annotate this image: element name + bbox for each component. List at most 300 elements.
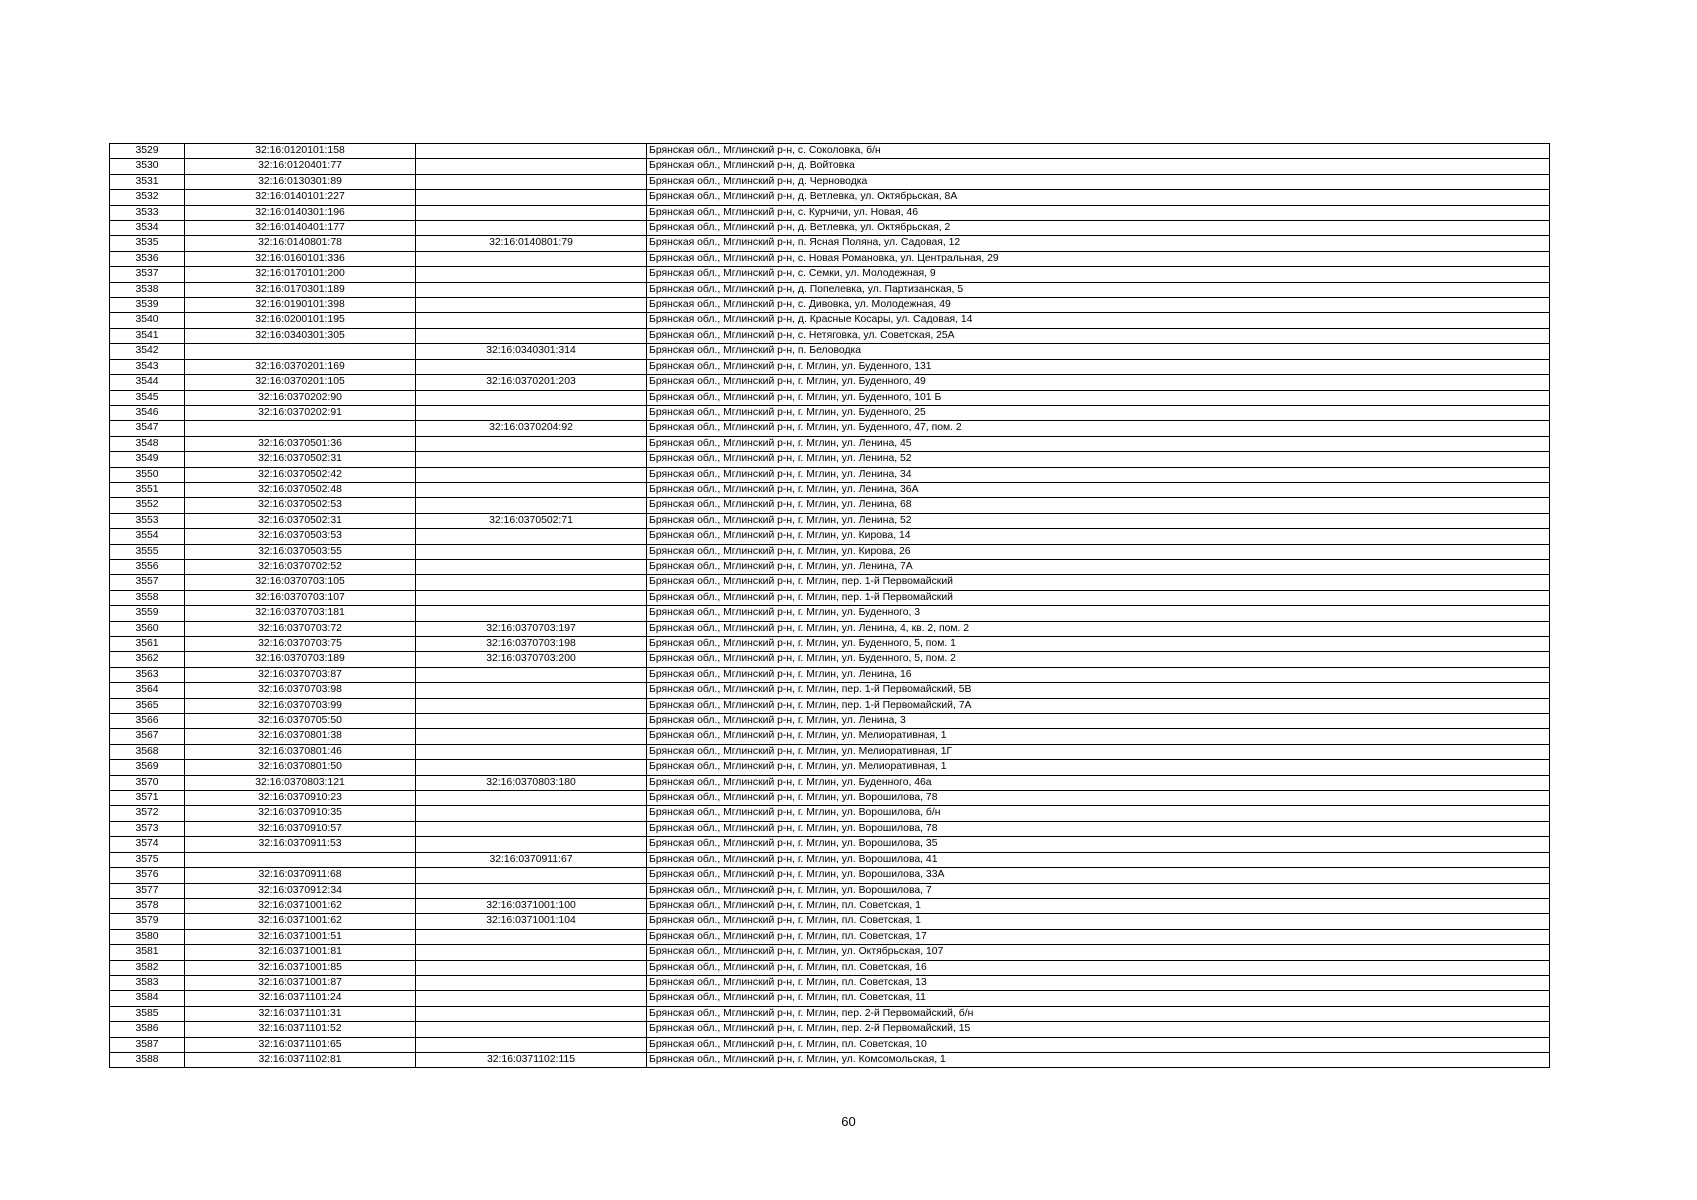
table-row (110, 914, 1550, 929)
object-number-cell (416, 452, 647, 467)
object-number-cell (416, 991, 647, 1006)
cadastral-number-cell: 32:16:0140301:196 (185, 205, 416, 220)
row-number-cell: 3532 (110, 190, 185, 205)
table-row (110, 174, 1550, 189)
object-number-cell (416, 282, 647, 297)
address-cell: Брянская обл., Мглинский р-н, г. Мглин, ул. Ленина, 36А (647, 482, 1550, 497)
object-number-cell (416, 975, 647, 990)
table-row (110, 467, 1550, 482)
cadastral-number-cell: 32:16:0370801:38 (185, 729, 416, 744)
cadastral-number-cell: 32:16:0130301:89 (185, 174, 416, 189)
cadastral-number-cell: 32:16:0160101:336 (185, 251, 416, 266)
row-number-cell: 3570 (110, 775, 185, 790)
address-cell: Брянская обл., Мглинский р-н, г. Мглин, ул. Ворошилова, 35 (647, 837, 1550, 852)
object-number-cell: 32:16:0370703:197 (416, 621, 647, 636)
object-number-cell: 32:16:0371001:100 (416, 898, 647, 913)
row-number-cell: 3565 (110, 698, 185, 713)
object-number-cell (416, 760, 647, 775)
object-number-cell (416, 405, 647, 420)
cadastral-number-cell: 32:16:0371101:31 (185, 1006, 416, 1021)
object-number-cell: 32:16:0370201:203 (416, 375, 647, 390)
cadastral-number-cell: 32:16:0370501:36 (185, 436, 416, 451)
table-row (110, 590, 1550, 605)
row-number-cell: 3533 (110, 205, 185, 220)
address-cell: Брянская обл., Мглинский р-н, г. Мглин, ул. Мелиоративная, 1 (647, 760, 1550, 775)
table-row (110, 375, 1550, 390)
address-cell: Брянская обл., Мглинский р-н, п. Ясная Поляна, ул. Садовая, 12 (647, 236, 1550, 251)
table-row (110, 575, 1550, 590)
address-cell: Брянская обл., Мглинский р-н, с. Семки, ул. Молодежная, 9 (647, 267, 1550, 282)
row-number-cell: 3583 (110, 975, 185, 990)
cadastral-number-cell: 32:16:0370703:72 (185, 621, 416, 636)
object-number-cell (416, 482, 647, 497)
table-row (110, 236, 1550, 251)
table-row (110, 714, 1550, 729)
table-row (110, 606, 1550, 621)
row-number-cell: 3540 (110, 313, 185, 328)
row-number-cell: 3573 (110, 821, 185, 836)
table-row (110, 667, 1550, 682)
address-cell: Брянская обл., Мглинский р-н, д. Ветлевка, ул. Октябрьская, 8А (647, 190, 1550, 205)
table-row (110, 482, 1550, 497)
object-number-cell (416, 529, 647, 544)
row-number-cell: 3562 (110, 652, 185, 667)
row-number-cell: 3580 (110, 929, 185, 944)
address-cell: Брянская обл., Мглинский р-н, с. Новая Романовка, ул. Центральная, 29 (647, 251, 1550, 266)
table-row (110, 621, 1550, 636)
cadastral-number-cell: 32:16:0340301:305 (185, 328, 416, 343)
address-cell: Брянская обл., Мглинский р-н, г. Мглин, ул. Ворошилова, б/н (647, 806, 1550, 821)
table-row (110, 405, 1550, 420)
cadastral-number-cell: 32:16:0140401:177 (185, 221, 416, 236)
cadastral-number-cell: 32:16:0371001:51 (185, 929, 416, 944)
address-cell: Брянская обл., Мглинский р-н, г. Мглин, ул. Ленина, 34 (647, 467, 1550, 482)
table-row (110, 698, 1550, 713)
row-number-cell: 3584 (110, 991, 185, 1006)
object-number-cell: 32:16:0371001:104 (416, 914, 647, 929)
address-cell: Брянская обл., Мглинский р-н, г. Мглин, ул. Комсомольская, 1 (647, 1052, 1550, 1067)
cadastral-number-cell: 32:16:0370911:53 (185, 837, 416, 852)
address-cell: Брянская обл., Мглинский р-н, г. Мглин, ул. Ленина, 3 (647, 714, 1550, 729)
object-number-cell: 32:16:0370911:67 (416, 852, 647, 867)
address-cell: Брянская обл., Мглинский р-н, г. Мглин, ул. Кирова, 14 (647, 529, 1550, 544)
object-number-cell (416, 328, 647, 343)
row-number-cell: 3544 (110, 375, 185, 390)
row-number-cell: 3567 (110, 729, 185, 744)
row-number-cell: 3539 (110, 298, 185, 313)
table-row (110, 205, 1550, 220)
address-cell: Брянская обл., Мглинский р-н, г. Мглин, ул. Ленина, 7А (647, 559, 1550, 574)
cadastral-number-cell: 32:16:0370702:52 (185, 559, 416, 574)
address-cell: Брянская обл., Мглинский р-н, г. Мглин, пл. Советская, 1 (647, 914, 1550, 929)
table-row (110, 791, 1550, 806)
cadastral-number-cell: 32:16:0371001:62 (185, 914, 416, 929)
table-row (110, 821, 1550, 836)
row-number-cell: 3581 (110, 945, 185, 960)
table-row (110, 1006, 1550, 1021)
object-number-cell (416, 390, 647, 405)
row-number-cell: 3547 (110, 421, 185, 436)
cadastral-number-cell (185, 852, 416, 867)
object-number-cell (416, 729, 647, 744)
table-row (110, 1052, 1550, 1067)
object-number-cell (416, 467, 647, 482)
object-number-cell (416, 883, 647, 898)
row-number-cell: 3545 (110, 390, 185, 405)
cadastral-number-cell: 32:16:0370201:105 (185, 375, 416, 390)
row-number-cell: 3537 (110, 267, 185, 282)
cadastral-number-cell: 32:16:0170301:189 (185, 282, 416, 297)
object-number-cell (416, 683, 647, 698)
table-row (110, 559, 1550, 574)
address-cell: Брянская обл., Мглинский р-н, г. Мглин, ул. Ленина, 45 (647, 436, 1550, 451)
table-row (110, 744, 1550, 759)
row-number-cell: 3529 (110, 144, 185, 159)
cadastral-number-cell: 32:16:0371101:65 (185, 1037, 416, 1052)
address-cell: Брянская обл., Мглинский р-н, г. Мглин, ул. Ворошилова, 33А (647, 868, 1550, 883)
row-number-cell: 3578 (110, 898, 185, 913)
object-number-cell (416, 791, 647, 806)
address-cell: Брянская обл., Мглинский р-н, д. Попелевка, ул. Партизанская, 5 (647, 282, 1550, 297)
object-number-cell (416, 667, 647, 682)
cadastral-number-cell: 32:16:0370803:121 (185, 775, 416, 790)
address-cell: Брянская обл., Мглинский р-н, с. Курчичи, ул. Новая, 46 (647, 205, 1550, 220)
table-row (110, 498, 1550, 513)
row-number-cell: 3559 (110, 606, 185, 621)
address-cell: Брянская обл., Мглинский р-н, г. Мглин, ул. Буденного, 5, пом. 1 (647, 637, 1550, 652)
table-row (110, 436, 1550, 451)
object-number-cell: 32:16:0371102:115 (416, 1052, 647, 1067)
cadastral-number-cell: 32:16:0371001:62 (185, 898, 416, 913)
object-number-cell (416, 221, 647, 236)
table-row (110, 898, 1550, 913)
object-number-cell: 32:16:0370204:92 (416, 421, 647, 436)
row-number-cell: 3587 (110, 1037, 185, 1052)
object-number-cell: 32:16:0370803:180 (416, 775, 647, 790)
table-row (110, 883, 1550, 898)
cadastral-number-cell: 32:16:0371001:81 (185, 945, 416, 960)
object-number-cell (416, 575, 647, 590)
object-number-cell: 32:16:0140801:79 (416, 236, 647, 251)
address-cell: Брянская обл., Мглинский р-н, с. Соколовка, б/н (647, 144, 1550, 159)
table-row (110, 313, 1550, 328)
row-number-cell: 3561 (110, 637, 185, 652)
cadastral-number-cell: 32:16:0370703:87 (185, 667, 416, 682)
row-number-cell: 3549 (110, 452, 185, 467)
address-cell: Брянская обл., Мглинский р-н, г. Мглин, пер. 1-й Первомайский, 7А (647, 698, 1550, 713)
table-row (110, 282, 1550, 297)
table-row (110, 991, 1550, 1006)
address-cell: Брянская обл., Мглинский р-н, г. Мглин, ул. Кирова, 26 (647, 544, 1550, 559)
cadastral-number-cell: 32:16:0370503:53 (185, 529, 416, 544)
address-cell: Брянская обл., Мглинский р-н, д. Войтовка (647, 159, 1550, 174)
cadastral-number-cell: 32:16:0370703:105 (185, 575, 416, 590)
address-cell: Брянская обл., Мглинский р-н, г. Мглин, ул. Буденного, 49 (647, 375, 1550, 390)
cadastral-number-cell: 32:16:0371001:85 (185, 960, 416, 975)
address-cell: Брянская обл., Мглинский р-н, г. Мглин, ул. Ленина, 16 (647, 667, 1550, 682)
cadastral-number-cell: 32:16:0120401:77 (185, 159, 416, 174)
row-number-cell: 3546 (110, 405, 185, 420)
row-number-cell: 3577 (110, 883, 185, 898)
row-number-cell: 3531 (110, 174, 185, 189)
address-cell: Брянская обл., Мглинский р-н, г. Мглин, пл. Советская, 11 (647, 991, 1550, 1006)
address-cell: Брянская обл., Мглинский р-н, г. Мглин, ул. Ворошилова, 78 (647, 791, 1550, 806)
table-row (110, 344, 1550, 359)
address-cell: Брянская обл., Мглинский р-н, г. Мглин, ул. Октябрьская, 107 (647, 945, 1550, 960)
table-row (110, 221, 1550, 236)
table-row (110, 452, 1550, 467)
row-number-cell: 3548 (110, 436, 185, 451)
cadastral-number-cell: 32:16:0370201:169 (185, 359, 416, 374)
table-row (110, 960, 1550, 975)
cadastral-number-cell: 32:16:0200101:195 (185, 313, 416, 328)
cadastral-number-cell: 32:16:0370502:31 (185, 452, 416, 467)
cadastral-number-cell: 32:16:0370910:35 (185, 806, 416, 821)
object-number-cell (416, 359, 647, 374)
table-row (110, 975, 1550, 990)
cadastral-number-cell (185, 421, 416, 436)
object-number-cell (416, 159, 647, 174)
address-cell: Брянская обл., Мглинский р-н, г. Мглин, ул. Мелиоративная, 1Г (647, 744, 1550, 759)
row-number-cell: 3568 (110, 744, 185, 759)
table-row (110, 251, 1550, 266)
row-number-cell: 3575 (110, 852, 185, 867)
table-body (110, 144, 1550, 1068)
table-row (110, 359, 1550, 374)
cadastral-number-cell: 32:16:0370703:181 (185, 606, 416, 621)
row-number-cell: 3555 (110, 544, 185, 559)
address-cell: Брянская обл., Мглинский р-н, п. Беловодка (647, 344, 1550, 359)
row-number-cell: 3564 (110, 683, 185, 698)
table-row (110, 421, 1550, 436)
table-row (110, 1037, 1550, 1052)
cadastral-number-cell: 32:16:0370911:68 (185, 868, 416, 883)
object-number-cell (416, 698, 647, 713)
table-row (110, 544, 1550, 559)
row-number-cell: 3557 (110, 575, 185, 590)
address-cell: Брянская обл., Мглинский р-н, г. Мглин, ул. Ленина, 52 (647, 513, 1550, 528)
cadastral-number-cell: 32:16:0371001:87 (185, 975, 416, 990)
object-number-cell (416, 744, 647, 759)
address-cell: Брянская обл., Мглинский р-н, г. Мглин, пл. Советская, 10 (647, 1037, 1550, 1052)
cadastral-number-cell: 32:16:0370202:91 (185, 405, 416, 420)
cadastral-number-cell: 32:16:0370801:50 (185, 760, 416, 775)
object-number-cell (416, 1006, 647, 1021)
row-number-cell: 3560 (110, 621, 185, 636)
table-row (110, 298, 1550, 313)
cadastral-number-cell: 32:16:0370703:98 (185, 683, 416, 698)
cadastral-number-cell: 32:16:0370801:46 (185, 744, 416, 759)
object-number-cell (416, 298, 647, 313)
row-number-cell: 3558 (110, 590, 185, 605)
object-number-cell (416, 1037, 647, 1052)
table-row (110, 267, 1550, 282)
cadastral-number-cell: 32:16:0120101:158 (185, 144, 416, 159)
cadastral-number-cell: 32:16:0140101:227 (185, 190, 416, 205)
object-number-cell: 32:16:0370703:200 (416, 652, 647, 667)
table-row (110, 683, 1550, 698)
cadastral-number-cell: 32:16:0370703:75 (185, 637, 416, 652)
cadastral-number-cell: 32:16:0371102:81 (185, 1052, 416, 1067)
address-cell: Брянская обл., Мглинский р-н, д. Красные Косары, ул. Садовая, 14 (647, 313, 1550, 328)
object-number-cell (416, 190, 647, 205)
row-number-cell: 3582 (110, 960, 185, 975)
row-number-cell: 3566 (110, 714, 185, 729)
address-cell: Брянская обл., Мглинский р-н, г. Мглин, пер. 2-й Первомайский, 15 (647, 1022, 1550, 1037)
address-cell: Брянская обл., Мглинский р-н, г. Мглин, пл. Советская, 1 (647, 898, 1550, 913)
cadastral-number-cell: 32:16:0370502:53 (185, 498, 416, 513)
address-cell: Брянская обл., Мглинский р-н, с. Нетяговка, ул. Советская, 25А (647, 328, 1550, 343)
address-cell: Брянская обл., Мглинский р-н, д. Черноводка (647, 174, 1550, 189)
cadastral-number-cell (185, 344, 416, 359)
address-cell: Брянская обл., Мглинский р-н, д. Ветлевка, ул. Октябрьская, 2 (647, 221, 1550, 236)
table-row (110, 652, 1550, 667)
row-number-cell: 3574 (110, 837, 185, 852)
row-number-cell: 3552 (110, 498, 185, 513)
object-number-cell (416, 868, 647, 883)
table-row (110, 775, 1550, 790)
address-cell: Брянская обл., Мглинский р-н, г. Мглин, ул. Буденного, 47, пом. 2 (647, 421, 1550, 436)
object-number-cell (416, 1022, 647, 1037)
object-number-cell (416, 174, 647, 189)
row-number-cell: 3556 (110, 559, 185, 574)
row-number-cell: 3551 (110, 482, 185, 497)
object-number-cell (416, 714, 647, 729)
address-cell: Брянская обл., Мглинский р-н, г. Мглин, ул. Буденного, 3 (647, 606, 1550, 621)
address-cell: Брянская обл., Мглинский р-н, г. Мглин, ул. Ворошилова, 78 (647, 821, 1550, 836)
cadastral-number-cell: 32:16:0370703:99 (185, 698, 416, 713)
table-row (110, 144, 1550, 159)
table-row (110, 159, 1550, 174)
row-number-cell: 3530 (110, 159, 185, 174)
row-number-cell: 3550 (110, 467, 185, 482)
object-number-cell (416, 806, 647, 821)
object-number-cell: 32:16:0370703:198 (416, 637, 647, 652)
object-number-cell: 32:16:0370502:71 (416, 513, 647, 528)
address-cell: Брянская обл., Мглинский р-н, г. Мглин, ул. Буденного, 5, пом. 2 (647, 652, 1550, 667)
table-row (110, 190, 1550, 205)
address-cell: Брянская обл., Мглинский р-н, с. Дивовка, ул. Молодежная, 49 (647, 298, 1550, 313)
row-number-cell: 3541 (110, 328, 185, 343)
cadastral-number-cell: 32:16:0370202:90 (185, 390, 416, 405)
cadastral-number-cell: 32:16:0370703:189 (185, 652, 416, 667)
cadastral-number-cell: 32:16:0370502:42 (185, 467, 416, 482)
address-cell: Брянская обл., Мглинский р-н, г. Мглин, ул. Ворошилова, 41 (647, 852, 1550, 867)
object-number-cell (416, 929, 647, 944)
cadastral-number-cell: 32:16:0170101:200 (185, 267, 416, 282)
row-number-cell: 3586 (110, 1022, 185, 1037)
table-row (110, 760, 1550, 775)
object-number-cell (416, 544, 647, 559)
object-number-cell (416, 837, 647, 852)
cadastral-number-cell: 32:16:0140801:78 (185, 236, 416, 251)
address-cell: Брянская обл., Мглинский р-н, г. Мглин, пер. 1-й Первомайский, 5В (647, 683, 1550, 698)
object-number-cell (416, 436, 647, 451)
row-number-cell: 3576 (110, 868, 185, 883)
address-cell: Брянская обл., Мглинский р-н, г. Мглин, ул. Буденного, 131 (647, 359, 1550, 374)
row-number-cell: 3554 (110, 529, 185, 544)
page-number: 60 (841, 1114, 856, 1129)
row-number-cell: 3563 (110, 667, 185, 682)
cadastral-number-cell: 32:16:0370912:34 (185, 883, 416, 898)
table-row (110, 529, 1550, 544)
table-row (110, 1022, 1550, 1037)
row-number-cell: 3535 (110, 236, 185, 251)
object-number-cell: 32:16:0340301:314 (416, 344, 647, 359)
row-number-cell: 3536 (110, 251, 185, 266)
row-number-cell: 3588 (110, 1052, 185, 1067)
address-cell: Брянская обл., Мглинский р-н, г. Мглин, ул. Буденного, 25 (647, 405, 1550, 420)
address-cell: Брянская обл., Мглинский р-н, г. Мглин, пл. Советская, 17 (647, 929, 1550, 944)
table-row (110, 390, 1550, 405)
cadastral-number-cell: 32:16:0370502:48 (185, 482, 416, 497)
object-number-cell (416, 821, 647, 836)
cadastral-number-cell: 32:16:0370910:23 (185, 791, 416, 806)
object-number-cell (416, 205, 647, 220)
cadastral-number-cell: 32:16:0370910:57 (185, 821, 416, 836)
table-row (110, 328, 1550, 343)
row-number-cell: 3534 (110, 221, 185, 236)
object-number-cell (416, 945, 647, 960)
row-number-cell: 3579 (110, 914, 185, 929)
table-row (110, 837, 1550, 852)
table-row (110, 513, 1550, 528)
address-cell: Брянская обл., Мглинский р-н, г. Мглин, ул. Ленина, 4, кв. 2, пом. 2 (647, 621, 1550, 636)
table-row (110, 929, 1550, 944)
row-number-cell: 3553 (110, 513, 185, 528)
address-cell: Брянская обл., Мглинский р-н, г. Мглин, пл. Советская, 16 (647, 960, 1550, 975)
object-number-cell (416, 313, 647, 328)
row-number-cell: 3585 (110, 1006, 185, 1021)
table-row (110, 852, 1550, 867)
object-number-cell (416, 144, 647, 159)
cadastral-number-cell: 32:16:0371101:52 (185, 1022, 416, 1037)
cadastral-number-cell: 32:16:0370503:55 (185, 544, 416, 559)
object-number-cell (416, 498, 647, 513)
cadastral-number-cell: 32:16:0190101:398 (185, 298, 416, 313)
property-table (109, 143, 1550, 1068)
address-cell: Брянская обл., Мглинский р-н, г. Мглин, ул. Ленина, 52 (647, 452, 1550, 467)
object-number-cell (416, 606, 647, 621)
table-row (110, 806, 1550, 821)
address-cell: Брянская обл., Мглинский р-н, г. Мглин, пер. 2-й Первомайский, б/н (647, 1006, 1550, 1021)
row-number-cell: 3543 (110, 359, 185, 374)
row-number-cell: 3569 (110, 760, 185, 775)
table-row (110, 868, 1550, 883)
object-number-cell (416, 559, 647, 574)
table-row (110, 637, 1550, 652)
address-cell: Брянская обл., Мглинский р-н, г. Мглин, ул. Мелиоративная, 1 (647, 729, 1550, 744)
cadastral-number-cell: 32:16:0370705:50 (185, 714, 416, 729)
row-number-cell: 3542 (110, 344, 185, 359)
object-number-cell (416, 251, 647, 266)
table-row (110, 729, 1550, 744)
cadastral-number-cell: 32:16:0371101:24 (185, 991, 416, 1006)
address-cell: Брянская обл., Мглинский р-н, г. Мглин, ул. Буденного, 101 Б (647, 390, 1550, 405)
row-number-cell: 3571 (110, 791, 185, 806)
cadastral-number-cell: 32:16:0370703:107 (185, 590, 416, 605)
table-row (110, 945, 1550, 960)
object-number-cell (416, 960, 647, 975)
address-cell: Брянская обл., Мглинский р-н, г. Мглин, пер. 1-й Первомайский (647, 575, 1550, 590)
object-number-cell (416, 590, 647, 605)
address-cell: Брянская обл., Мглинский р-н, г. Мглин, ул. Буденного, 46а (647, 775, 1550, 790)
address-cell: Брянская обл., Мглинский р-н, г. Мглин, пл. Советская, 13 (647, 975, 1550, 990)
cadastral-number-cell: 32:16:0370502:31 (185, 513, 416, 528)
address-cell: Брянская обл., Мглинский р-н, г. Мглин, ул. Ворошилова, 7 (647, 883, 1550, 898)
address-cell: Брянская обл., Мглинский р-н, г. Мглин, ул. Ленина, 68 (647, 498, 1550, 513)
row-number-cell: 3572 (110, 806, 185, 821)
